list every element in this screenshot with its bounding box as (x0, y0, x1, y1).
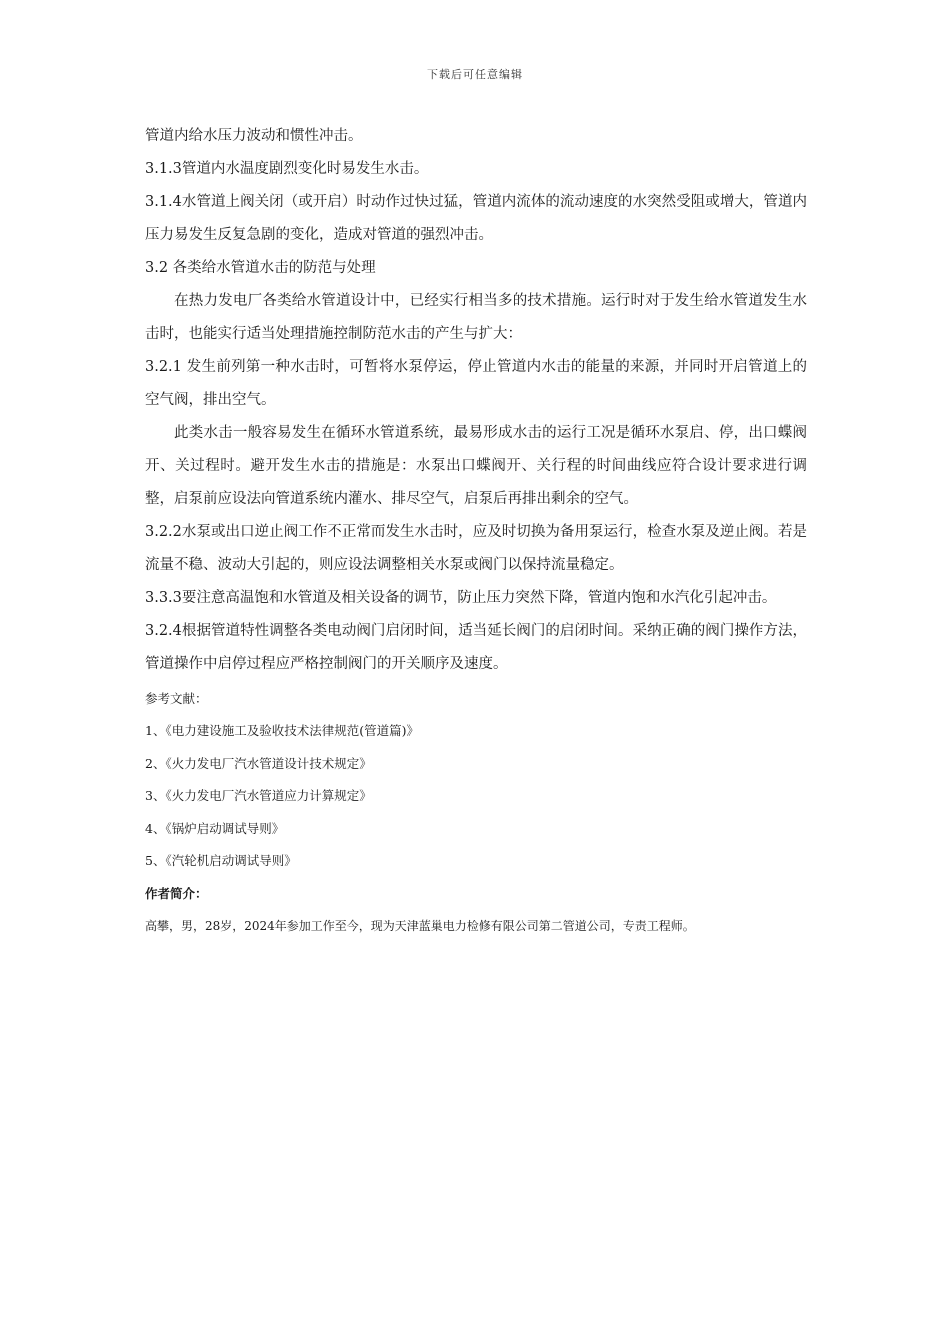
author-section (145, 878, 807, 942)
paragraph-circulation-water: 此类水击一般容易发生在循环水管道系统，最易形成水击的运行工况是循环水泵启、停，出口蝶阀开、关过程时。避开发生水击的措施是：水泵出口蝶阀开、关行程的时间曲线应符合设计要求进行调整，启泵前应设法向管道系统内灌水、排尽空气，启泵后再排出剩余的空气。 (145, 425, 807, 507)
reference-item: 1、《电力建设施工及验收技术法律规范(管道篇)》 (145, 723, 419, 738)
reference-item: 2、《火力发电厂汽水管道设计技术规定》 (145, 755, 372, 771)
paragraph-3-2-1: 3.2.1 发生前列第一种水击时，可暂将水泵停运，停止管道内水击的能量的来源，并同时开启管道上的空气阀，排出空气。 (145, 359, 807, 408)
paragraph-continuation: 管道内给水压力波动和惯性冲击。 (145, 128, 363, 144)
references-title: 参考文献： (145, 691, 208, 706)
paragraph-3-2-2: 3.2.2水泵或出口逆止阀工作不正常而发生水击时，应及时切换为备用泵运行，检查水泵及逆止阀。若是流量不稳、波动大引起的，则应设法调整相关水泵或阀门以保持流量稳定。 (145, 524, 807, 573)
paragraph-3-1-3: 3.1.3管道内水温度剧烈变化时易发生水击。 (145, 161, 429, 177)
section-heading-3-2: 3.2 各类给水管道水击的防范与处理 (145, 260, 376, 276)
paragraph-3-1-4: 3.1.4水管道上阀关闭（或开启）时动作过快过猛，管道内流体的流动速度的水突然受阻或增大，管道内压力易发生反复急剧的变化，造成对管道的强烈冲击。 (145, 194, 807, 243)
reference-item: 3、《火力发电厂汽水管道应力计算规定》 (145, 788, 372, 804)
paragraph-3-2-4: 3.2.4根据管道特性调整各类电动阀门启闭时间，适当延长阀门的启闭时间。采纳正确的阀门操作方法，管道操作中启停过程应严格控制阀门的开关顺序及速度。 (145, 623, 807, 672)
author-title: 作者简介： (145, 885, 208, 901)
references-section (145, 683, 807, 878)
reference-item: 4、《锅炉启动调试导则》 (145, 820, 285, 836)
reference-item: 5、《汽轮机启动调试导则》 (145, 853, 297, 869)
author-bio: 高攀，男，28岁，2024年参加工作至今，现为天津蓝巢电力检修有限公司第二管道公司，专责工程师。 (145, 918, 695, 933)
paragraph-3-3-3: 3.3.3要注意高温饱和水管道及相关设备的调节，防止压力突然下降，管道内饱和水汽化引起冲击。 (145, 590, 777, 606)
page-header: 下载后可任意编辑 (427, 68, 523, 81)
paragraph-3-2-intro: 在热力发电厂各类给水管道设计中，已经实行相当多的技术措施。运行时对于发生给水管道发生水击时，也能实行适当处理措施控制防范水击的产生与扩大： (145, 293, 807, 342)
document-body (145, 120, 807, 942)
